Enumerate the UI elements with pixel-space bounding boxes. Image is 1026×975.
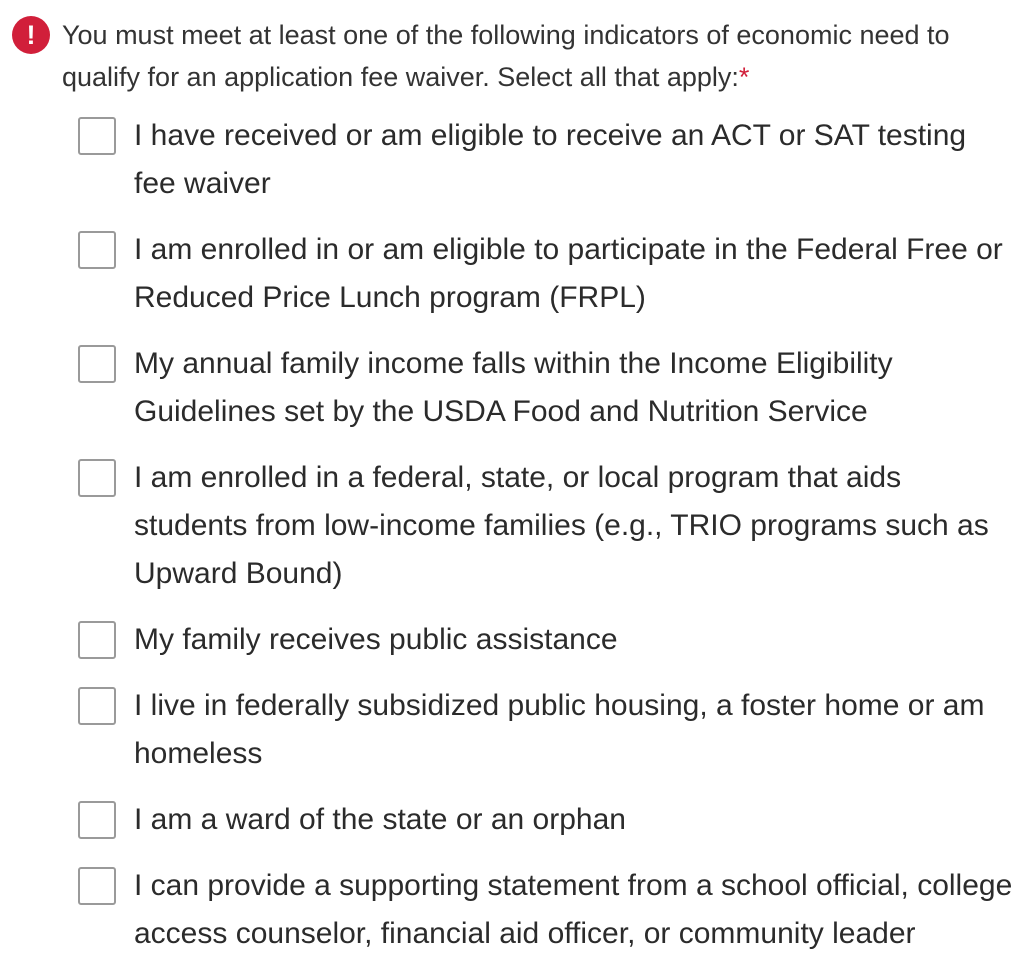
fee-waiver-options-list [78,112,1024,975]
checkbox[interactable] [78,459,116,497]
option-public-housing[interactable] [78,682,1024,778]
option-low-income-program[interactable] [78,454,1024,598]
checkbox[interactable] [78,801,116,839]
economic-need-question [12,16,1012,98]
option-label[interactable]: My family receives public assistance [134,623,618,656]
checkbox[interactable] [78,867,116,905]
option-label[interactable]: I am a ward of the state or an orphan [134,803,626,836]
option-supporting-statement[interactable] [78,862,1024,958]
option-ward-orphan[interactable] [78,796,1024,844]
option-public-assistance[interactable] [78,616,1024,664]
checkbox[interactable] [78,687,116,725]
required-marker: * [738,62,750,92]
option-frpl[interactable] [78,226,1024,322]
option-label[interactable]: I am enrolled in a federal, state, or local program that aids students from low-income families (e.g., TRIO programs such as Upward Bound) [134,461,989,590]
checkbox[interactable] [78,117,116,155]
checkbox[interactable] [78,621,116,659]
option-label[interactable]: I can provide a supporting statement from a school official, college access counselor, financial aid officer, or community leader [134,869,1013,950]
option-label[interactable]: I am enrolled in or am eligible to participate in the Federal Free or Reduced Price Lunch program (FRPL) [134,233,1003,314]
checkbox[interactable] [78,231,116,269]
option-income-guidelines[interactable] [78,340,1024,436]
option-label[interactable]: My annual family income falls within the Income Eligibility Guidelines set by the USDA Food and Nutrition Service [134,347,893,428]
option-act-sat-fee-waiver[interactable] [78,112,1024,208]
option-label[interactable]: I live in federally subsidized public housing, a foster home or am homeless [134,689,985,770]
option-label[interactable]: I have received or am eligible to receive an ACT or SAT testing fee waiver [134,119,967,200]
error-icon: ! [12,16,50,54]
question-text [62,14,1002,98]
question-header [12,16,1012,98]
question-label: You must meet at least one of the following indicators of economic need to qualify for an application fee waiver. Select all that apply: [62,20,950,92]
checkbox[interactable] [78,345,116,383]
